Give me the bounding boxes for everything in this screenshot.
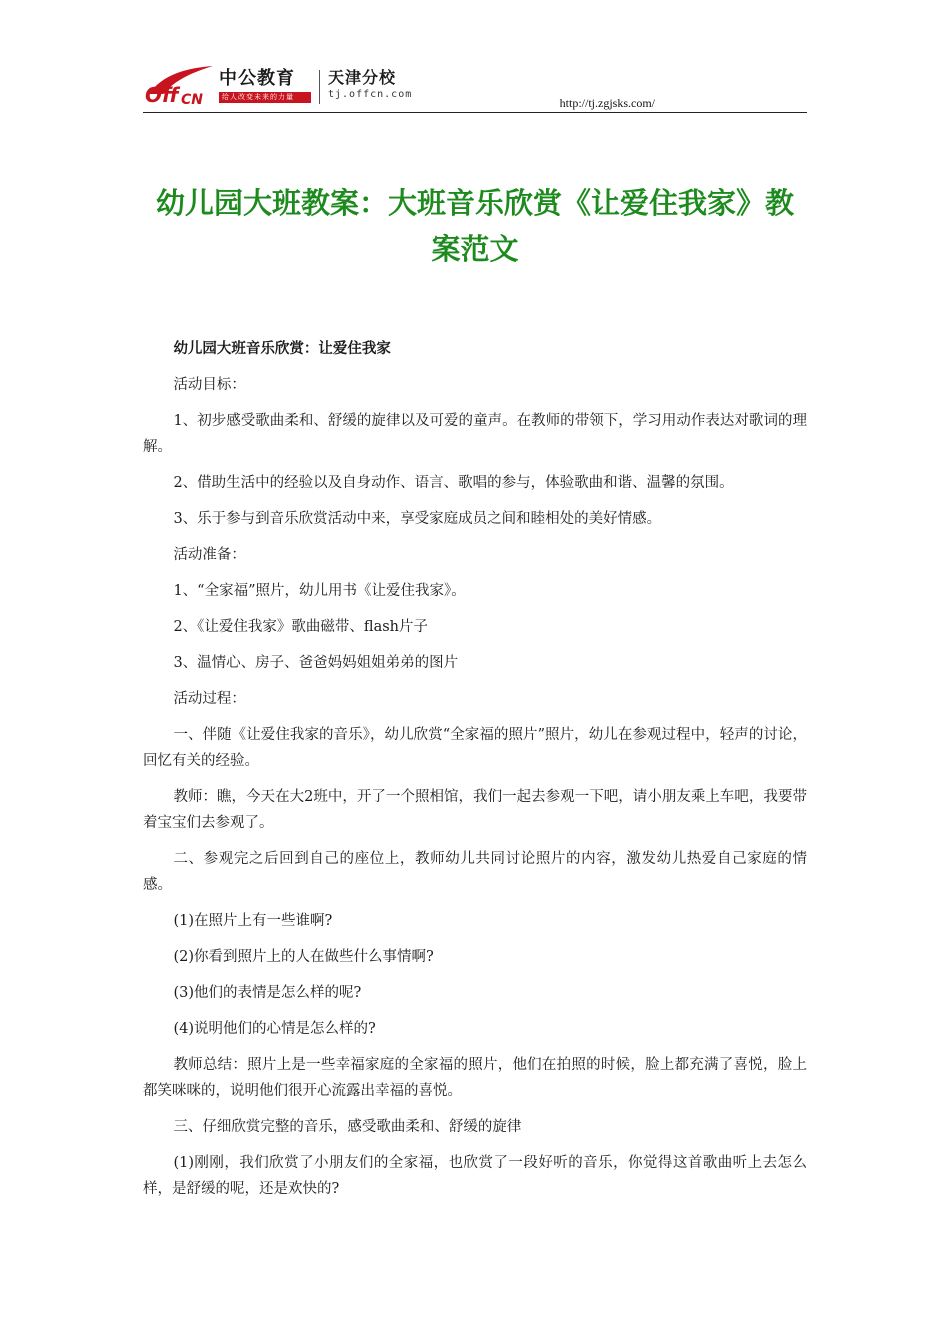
paragraph: 一、伴随《让爱住我家的音乐》，幼儿欣赏“全家福的照片”照片，幼儿在参观过程中，轻声的讨论，回忆有关的经验。 <box>143 727 807 769</box>
offcn-logo-mark-icon <box>143 64 217 108</box>
paragraph: 教师：瞧，今天在大2班中，开了一个照相馆，我们一起去参观一下吧，请小朋友乘上车吧，我要带着宝宝们去参观了。 <box>143 789 807 831</box>
paragraph: 三、仔细欣赏完整的音乐，感受歌曲柔和、舒缓的旋律 <box>173 1119 522 1135</box>
logo-divider <box>319 70 320 104</box>
paragraph: (4)说明他们的心情是怎么样的? <box>173 1021 376 1037</box>
document-title: 幼儿园大班教案：大班音乐欣赏《让爱住我家》教案范文 <box>155 186 794 266</box>
paragraph: (3)他们的表情是怎么样的呢? <box>173 985 362 1001</box>
brand-slogan: 给人改变未来的力量 <box>219 92 311 103</box>
branch-name: 天津分校 <box>328 68 397 87</box>
offcn-logo <box>143 64 412 110</box>
header-divider <box>143 112 807 113</box>
branch-domain: tj.offcn.com <box>328 89 413 100</box>
paragraph: 1、初步感受歌曲柔和、舒缓的旋律以及可爱的童声。在教师的带领下，学习用动作表达对歌词的理解。 <box>143 413 807 455</box>
paragraph: 1、“全家福”照片，幼儿用书《让爱住我家》。 <box>173 583 466 599</box>
header-url-link[interactable]: http://tj.zgjsks.com/ <box>559 96 655 110</box>
document-body <box>143 336 807 1212</box>
paragraph: 3、温情心、房子、爸爸妈妈姐姐弟弟的图片 <box>173 655 459 671</box>
paragraph: (1)刚刚，我们欣赏了小朋友们的全家福，也欣赏了一段好听的音乐，你觉得这首歌曲听上去怎么样，是舒缓的呢，还是欢快的? <box>143 1155 807 1197</box>
paragraph: 活动目标： <box>173 377 246 393</box>
paragraph: 2、《让爱住我家》歌曲磁带、flash片子 <box>173 619 429 635</box>
section-heading: 幼儿园大班音乐欣赏：让爱住我家 <box>173 341 391 357</box>
svg-text:CN: CN <box>181 92 203 108</box>
paragraph: (1)在照片上有一些谁啊? <box>173 913 333 929</box>
brand-name: 中公教育 <box>219 68 295 89</box>
paragraph: 活动准备： <box>173 547 246 563</box>
paragraph: 二、参观完之后回到自己的座位上，教师幼儿共同讨论照片的内容，激发幼儿热爱自己家庭的情感。 <box>143 851 807 893</box>
paragraph: 教师总结：照片上是一些幸福家庭的全家福的照片，他们在拍照的时候，脸上都充满了喜悦，脸上都笑咪咪的，说明他们很开心流露出幸福的喜悦。 <box>143 1057 807 1099</box>
paragraph: 3、乐于参与到音乐欣赏活动中来，享受家庭成员之间和睦相处的美好情感。 <box>173 511 662 527</box>
paragraph: 活动过程： <box>173 691 246 707</box>
paragraph: (2)你看到照片上的人在做些什么事情啊? <box>173 949 434 965</box>
page-header <box>143 62 807 114</box>
paragraph: 2、借助生活中的经验以及自身动作、语言、歌唱的参与，体验歌曲和谐、温馨的氛围。 <box>173 475 734 491</box>
svg-text:Off: Off <box>145 83 179 107</box>
